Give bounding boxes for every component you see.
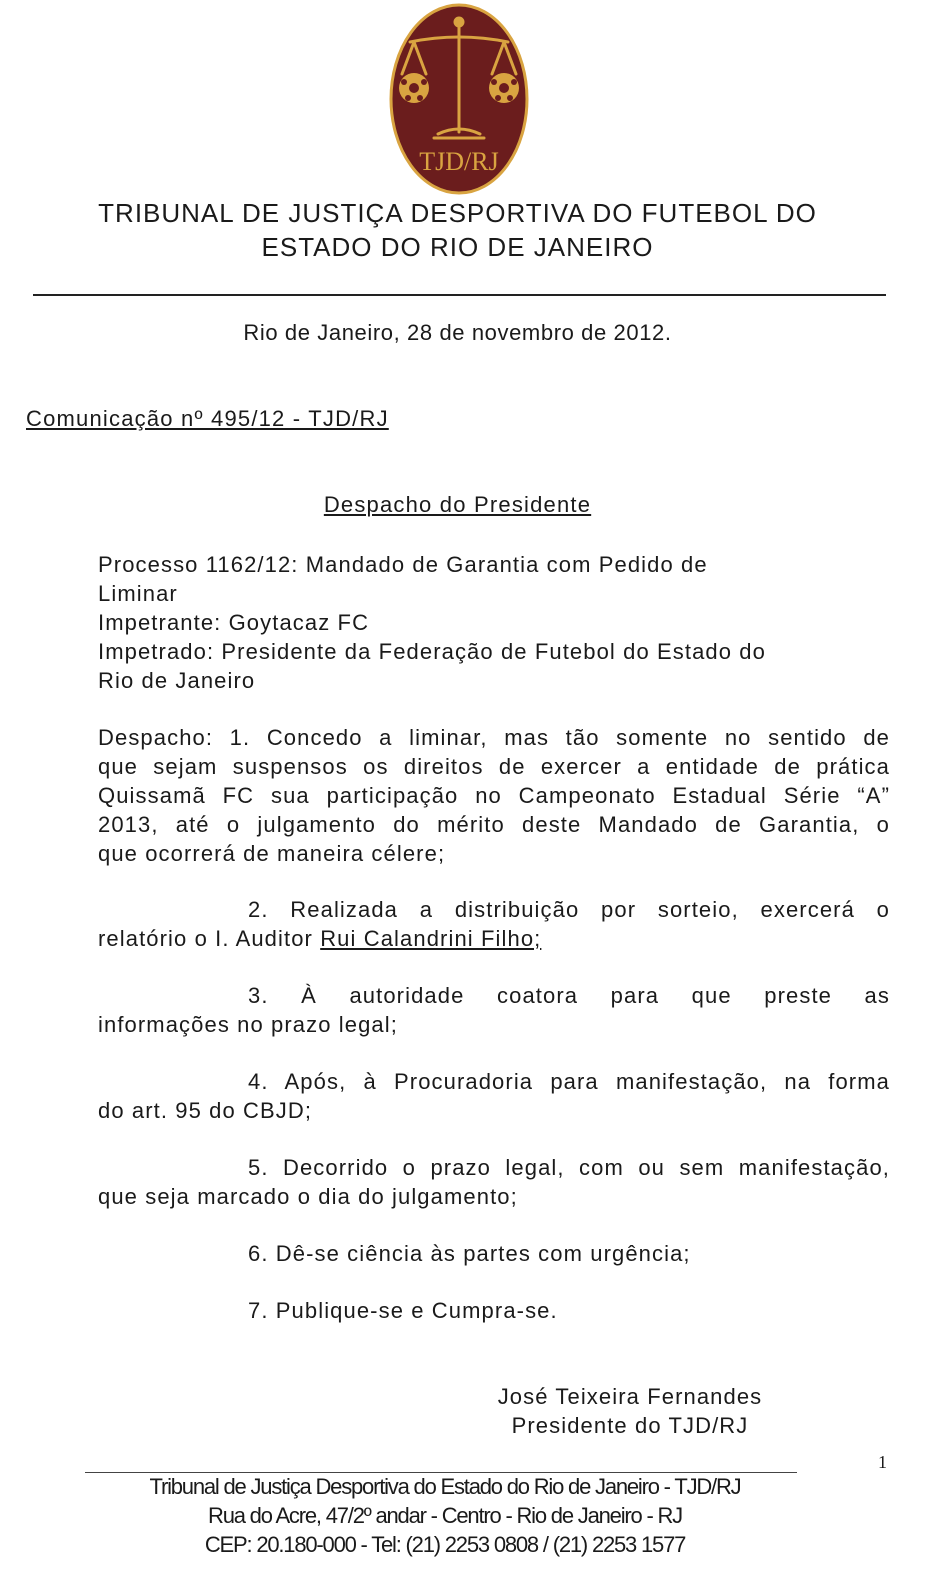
item5-line-1: 5. Decorrido o prazo legal, com ou sem manifestação, [248,1155,890,1180]
item2-prefix: relatório o I. Auditor [98,926,321,951]
football-icon [489,73,519,103]
item1-line-1: Despacho: 1. Concedo a liminar, mas tão somente no sentido de [98,725,890,750]
despacho-title: Despacho do Presidente [323,492,592,517]
header-divider [33,294,886,296]
page-number: 1 [878,1452,887,1472]
item2-line-1: 2. Realizada a distribuição por sorteio, exercerá o [248,897,890,922]
document-date: Rio de Janeiro, 28 de novembro de 2012. [243,320,672,345]
processo-line-1: Processo 1162/12: Mandado de Garantia com Pedido de [98,552,708,577]
signatory-title: Presidente do TJD/RJ [511,1413,749,1438]
item6: 6. Dê-se ciência às partes com urgência; [248,1241,691,1266]
header-line-1: TRIBUNAL DE JUSTIÇA DESPORTIVA DO FUTEBOL DO [98,198,817,228]
item2-line-2 [98,924,541,953]
item1-line-5: que ocorrerá de maneira célere; [98,841,446,866]
header-line-2: ESTADO DO RIO DE JANEIRO [261,232,654,262]
item1-line-4: 2013, até o julgamento do mérito deste Mandado de Garantia, o [98,812,890,837]
impetrante: Impetrante: Goytacaz FC [98,610,370,635]
item3-line-1: 3. À autoridade coatora para que preste as [248,983,890,1008]
football-icon [399,73,429,103]
footer-line-1: Tribunal de Justiça Desportiva do Estado do Rio de Janeiro - TJD/RJ [149,1474,741,1499]
auditor-name: Rui Calandrini Filho; [320,926,542,951]
tjd-rj-logo [388,2,530,196]
impetrado-line-1: Impetrado: Presidente da Federação de Futebol do Estado do [98,639,766,664]
item5-line-2: que seja marcado o dia do julgamento; [98,1184,518,1209]
item7: 7. Publique-se e Cumpra-se. [248,1298,558,1323]
item1-line-3: Quissamã FC sua participação no Campeonato Estadual Série “A” [98,783,890,808]
item1-line-2: que sejam suspensos os direitos de exercer a entidade de prática [98,754,890,779]
footer-divider [85,1472,797,1473]
communication-number: Comunicação nº 495/12 - TJD/RJ [26,406,389,431]
logo-monogram: TJD/RJ [419,147,499,176]
impetrado-line-2: Rio de Janeiro [98,668,256,693]
signatory-name: José Teixeira Fernandes [497,1384,763,1409]
item3-line-2: informações no prazo legal; [98,1012,398,1037]
footer-line-2: Rua do Acre, 47/2º andar - Centro - Rio de Janeiro - RJ [208,1503,682,1528]
processo-line-2: Liminar [98,581,178,606]
footer-line-3: CEP: 20.180-000 - Tel: (21) 2253 0808 / (21) 2253 1577 [204,1532,686,1557]
item4-line-2: do art. 95 do CBJD; [98,1098,313,1123]
item4-line-1: 4. Após, à Procuradoria para manifestação, na forma [248,1069,890,1094]
